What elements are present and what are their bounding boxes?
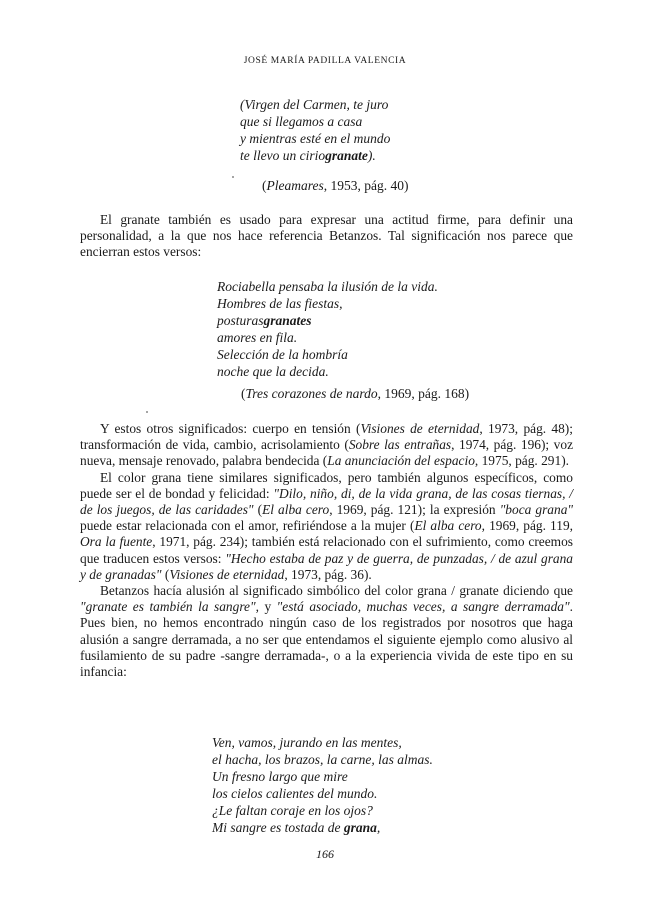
verse-line: y mientras esté en el mundo: [240, 131, 391, 146]
verse-block-2: [217, 278, 438, 380]
verse-line: noche que la decida.: [217, 364, 329, 379]
scan-speck: [232, 176, 234, 178]
scan-speck: [146, 411, 148, 413]
verse-block-1: [240, 96, 390, 164]
verse-line: Un fresno largo que mire: [212, 769, 348, 784]
verse-line: Ven, vamos, jurando en las mentes,: [212, 735, 402, 750]
emphasis-word: grana: [343, 820, 377, 835]
verse-line: Mi sangre es tostada de grana,: [212, 820, 381, 835]
verse-line: que si llegamos a casa: [240, 114, 363, 129]
emphasis-word: granate: [325, 148, 368, 163]
verse-line: Selección de la hombría: [217, 347, 348, 362]
verse-line: amores en fila.: [217, 330, 298, 345]
paragraph-3: El color grana tiene similares significados, pero también algunos específicos, como puede ser el de bondad y felicidad: "Dilo, niño, di, de la vida grana, de las cosas tiernas, / de los juegos, de las caridades" (El alba cero, 1969, pág. 121); la expresión "boca grana" puede estar relacionada con el amor, refiriéndose a la mujer (El alba cero, 1969, pág. 119, Ora la fuente, 1971, pág. 234); también está relacionado con el sufrimiento, como creemos que traducen estos versos: "Hecho estaba de paz y de guerra, de punzadas, / de azul grana y de granadas" (Visiones de eternidad, 1973, pág. 36).: [80, 469, 574, 582]
paragraph-4: Betanzos hacía alusión al significado simbólico del color grana / granate diciendo que "granate es también la sangre", y "está asociado, muchas veces, a sangre derramada". Pues bien, no hemos encontrado ningún caso de los registrados por nosotros que haga alusión a sangre derramada, a no ser que entendamos el siguiente ejemplo como alusivo al fusilamiento de su padre -sangre derramada-, o a la experiencia vivida de este tipo en su infancia:: [80, 583, 573, 680]
verse-block-3: [212, 734, 433, 836]
page-number: 166: [316, 847, 334, 861]
verse-line: los cielos calientes del mundo.: [212, 786, 378, 801]
verse-line: Rociabella pensaba la ilusión de la vida.: [217, 279, 438, 294]
verse-line: el hacha, los brazos, la carne, las almas.: [212, 752, 433, 767]
emphasis-word: granates: [263, 313, 312, 328]
verse-line: Hombres de las fiestas,: [217, 296, 343, 311]
running-head: JOSÉ MARÍA PADILLA VALENCIA: [243, 56, 407, 66]
body-text: [80, 421, 573, 680]
verse-line: ¿Le faltan coraje en los ojos?: [212, 803, 373, 818]
verse-line: (Virgen del Carmen, te juro: [240, 97, 389, 112]
verse-line: te llevo un ciriogranate).: [240, 148, 376, 163]
verse-line: posturasgranates: [217, 313, 312, 328]
paragraph-2: Y estos otros significados: cuerpo en tensión (Visiones de eternidad, 1973, pág. 48); transformación de vida, cambio, acrisolamiento (Sobre las entrañas, 1974, pág. 196); voz nueva, mensaje renovado, palabra bendecida (La anunciación del espacio, 1975, pág. 291).: [80, 421, 574, 469]
citation-1: (Pleamares, 1953, pág. 40): [262, 178, 409, 193]
citation-2: (Tres corazones de nardo, 1969, pág. 168): [241, 386, 470, 401]
paragraph-1: El granate también es usado para expresar una actitud firme, para definir una personalidad, a la que nos hace referencia Betanzos. Tal significación nos parece que encierran estos versos:: [80, 212, 573, 260]
